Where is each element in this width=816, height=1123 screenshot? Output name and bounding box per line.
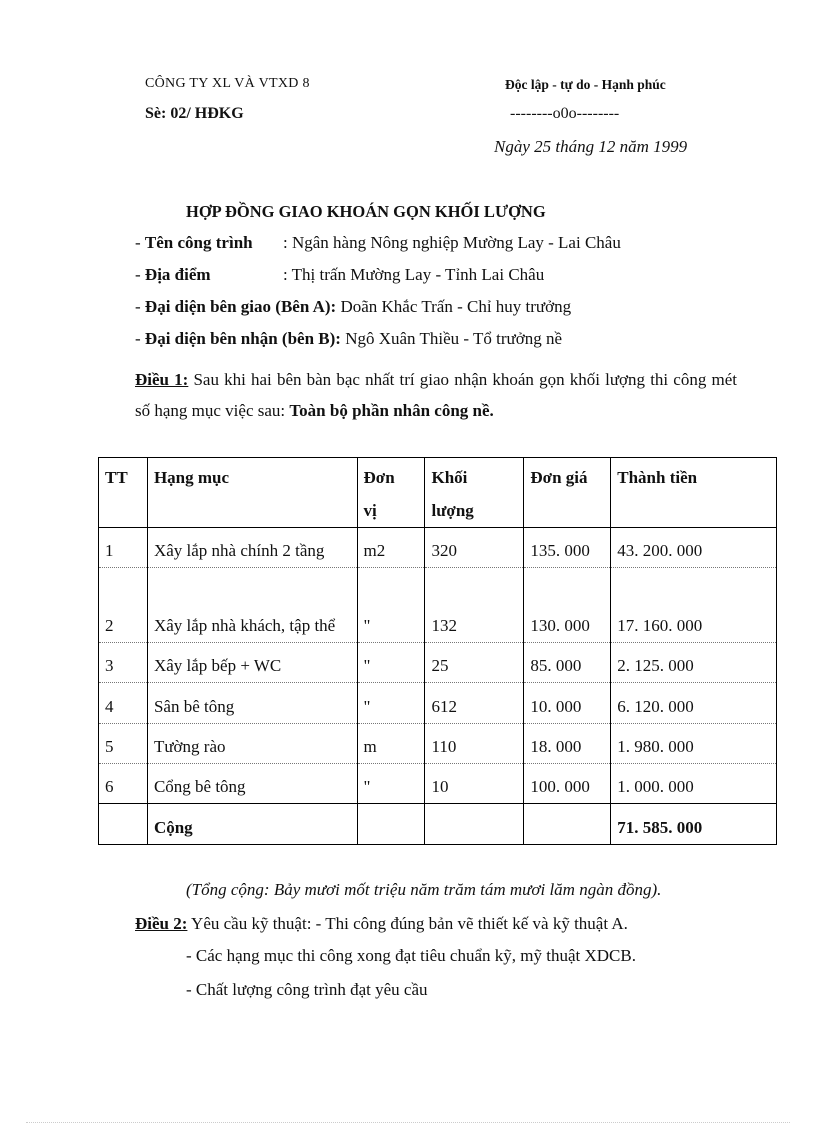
article-2-item-b: - Chất lượng công trình đạt yêu cầu	[186, 980, 428, 999]
table-row	[99, 764, 777, 804]
cell-empty	[524, 804, 611, 845]
cell-item: Sân bê tông	[147, 683, 357, 724]
work-items-table	[98, 457, 777, 845]
table-row	[99, 683, 777, 724]
header-total: Thành tiền	[611, 458, 777, 528]
cell-qty: 320	[425, 528, 524, 568]
cell-empty	[99, 804, 148, 845]
table-row	[99, 643, 777, 683]
cell-tt: 4	[99, 683, 148, 724]
cell-unit: "	[357, 683, 425, 724]
cell-unit: "	[357, 643, 425, 683]
cell-item: Xây lắp bếp + WC	[147, 643, 357, 683]
cell-unit: m2	[357, 528, 425, 568]
party-a-value: Doãn Khắc Trấn - Chỉ huy trưởng	[336, 297, 572, 316]
location-label: Địa điểm	[144, 265, 211, 284]
cell-qty: 25	[425, 643, 524, 683]
party-b-label: Đại diện bên nhận (bên B):	[144, 329, 341, 348]
cell-item: Tường rào	[147, 724, 357, 764]
cell-total: 17. 160. 000	[611, 568, 777, 643]
cell-item: Xây lắp nhà chính 2 tầng	[147, 528, 357, 568]
cell-qty: 10	[425, 764, 524, 804]
total-in-words: (Tổng cộng: Bảy mươi mốt triệu năm trăm tám mươi lăm ngàn đồng).	[186, 880, 662, 899]
cell-item: Cổng bê tông	[147, 764, 357, 804]
cell-price: 135. 000	[524, 528, 611, 568]
cell-qty: 110	[425, 724, 524, 764]
article-2-item-a: - Các hạng mục thi công xong đạt tiêu chuẩn kỹ, mỹ thuật XDCB.	[186, 946, 636, 965]
cell-total: 2. 125. 000	[611, 643, 777, 683]
document-number: Sè: 02/ HĐKG	[145, 105, 244, 122]
cell-price: 10. 000	[524, 683, 611, 724]
cell-price: 130. 000	[524, 568, 611, 643]
table-header-row	[99, 458, 777, 528]
cell-tt: 3	[99, 643, 148, 683]
cell-unit: m	[357, 724, 425, 764]
cell-price: 100. 000	[524, 764, 611, 804]
motto-divider: --------o0o--------	[510, 105, 620, 122]
cell-total: 1. 980. 000	[611, 724, 777, 764]
article-1-text: Sau khi hai bên bàn bạc nhất trí giao nhận khoán gọn khối lượng thi công mét số hạng mục việc sau:	[135, 370, 737, 420]
project-label: Tên công trình	[144, 233, 253, 252]
cell-tt: 5	[99, 724, 148, 764]
cell-item: Xây lắp nhà khách, tập thể	[147, 568, 357, 643]
cell-total: 6. 120. 000	[611, 683, 777, 724]
cell-price: 85. 000	[524, 643, 611, 683]
cell-qty: 132	[425, 568, 524, 643]
info-party-b: - Đại diện bên nhận (bên B): Ngô Xuân Thiều - Tổ trưởng nề	[135, 329, 563, 348]
info-project: - Tên công trình : Ngân hàng Nông nghiệp Mường Lay - Lai Châu	[135, 233, 621, 252]
header-unit: Đơn vị	[357, 458, 425, 528]
cell-total: 43. 200. 000	[611, 528, 777, 568]
party-a-label: Đại diện bên giao (Bên A):	[144, 297, 337, 316]
cell-total: 1. 000. 000	[611, 764, 777, 804]
cell-empty	[425, 804, 524, 845]
info-location: - Địa điểm : Thị trấn Mường Lay - Tỉnh Lai Châu	[135, 265, 545, 284]
cell-tt: 1	[99, 528, 148, 568]
table-total-row	[99, 804, 777, 845]
info-party-a: - Đại diện bên giao (Bên A): Doãn Khắc Trấn - Chỉ huy trưởng	[135, 297, 572, 316]
total-value: 71. 585. 000	[611, 804, 777, 845]
cell-price: 18. 000	[524, 724, 611, 764]
project-value: : Ngân hàng Nông nghiệp Mường Lay - Lai Châu	[283, 233, 621, 252]
table-row	[99, 568, 777, 643]
cell-tt: 2	[99, 568, 148, 643]
cell-tt: 6	[99, 764, 148, 804]
cell-unit: "	[357, 764, 425, 804]
table-row	[99, 528, 777, 568]
company-name: CÔNG TY XL VÀ VTXD 8	[145, 76, 310, 91]
party-b-value: Ngô Xuân Thiều - Tổ trưởng nề	[340, 329, 563, 348]
article-2	[135, 914, 628, 934]
document-title: HỢP ĐỒNG GIAO KHOÁN GỌN KHỐI LƯỢNG	[186, 202, 546, 221]
location-value: : Thị trấn Mường Lay - Tỉnh Lai Châu	[283, 265, 545, 284]
header-item: Hạng mục	[147, 458, 357, 528]
total-label: Cộng	[147, 804, 357, 845]
article-1	[135, 364, 737, 426]
cell-qty: 612	[425, 683, 524, 724]
cell-unit: "	[357, 568, 425, 643]
article-1-label: Điều 1:	[135, 370, 189, 389]
header-tt: TT	[99, 458, 148, 528]
document-date: Ngày 25 tháng 12 năm 1999	[494, 137, 688, 156]
article-2-text: Yêu cầu kỹ thuật: - Thi công đúng bản vẽ thiết kế và kỹ thuật A.	[187, 914, 628, 933]
article-2-label: Điều 2:	[135, 914, 188, 933]
header-qty: Khối lượng	[425, 458, 524, 528]
article-1-bold: Toàn bộ phần nhân công nề.	[289, 401, 494, 420]
header-price: Đơn giá	[524, 458, 611, 528]
cell-empty	[357, 804, 425, 845]
table-row	[99, 724, 777, 764]
motto: Độc lập - tự do - Hạnh phúc	[505, 77, 666, 92]
